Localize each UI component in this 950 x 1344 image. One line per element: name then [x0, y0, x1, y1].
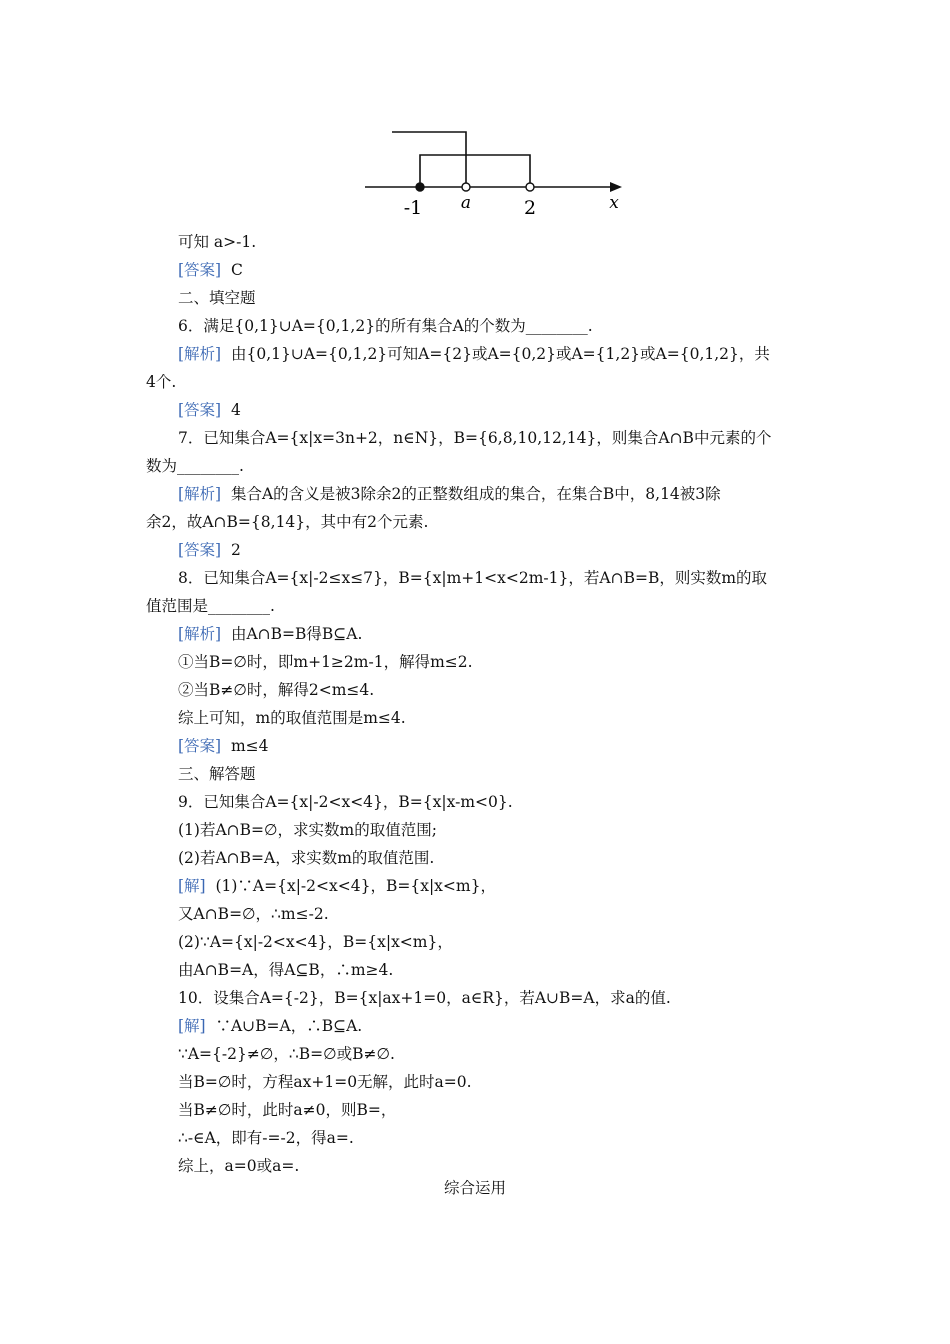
line-text: (2)∵A={x|-2<x<4}，B={x|x<m}， [178, 933, 453, 951]
line-text: 二、填空题 [178, 289, 256, 307]
line-text: 三、解答题 [178, 765, 256, 783]
text-line [178, 708, 406, 728]
line-text: 可知 a>-1. [178, 233, 257, 251]
line-text: ∴-∈A，即有-=-2，得a=. [178, 1129, 354, 1147]
answer-tag: [解析] [178, 625, 222, 643]
line-text: 2 [230, 541, 241, 559]
text-line [178, 232, 256, 252]
section-footer: 综合运用 [443, 1179, 506, 1197]
answer-tag: [解] [178, 1017, 206, 1035]
text-line [178, 960, 393, 980]
text-line [178, 316, 593, 336]
line-text: 4 [230, 401, 241, 419]
text-line [178, 428, 771, 448]
line-text: 值范围是________. [146, 597, 275, 615]
line-text: 由A∩B=A，得A⊆B，∴m≥4. [178, 961, 394, 979]
tick-label-two: 2 [523, 197, 537, 219]
line-text: C [230, 261, 243, 279]
text-line [178, 932, 453, 952]
line-text: 综上，a=0或a=. [178, 1157, 300, 1175]
line-text: 7．已知集合A={x|x=3n+2，n∈N}，B={6,8,10,12,14}，则集合A∩B中元素的个 [178, 429, 772, 447]
line-text: (1)若A∩B=∅，求实数m的取值范围; [178, 821, 437, 839]
line-text: 又A∩B=∅，∴m≤-2. [178, 905, 329, 923]
line-text: 4个. [146, 373, 177, 391]
line-text: (1)∵A={x|-2<x<4}，B={x|x<m}， [215, 877, 496, 895]
answer-tag: [解析] [178, 485, 222, 503]
text-line [178, 764, 256, 784]
text-line [178, 1128, 354, 1148]
text-line [178, 344, 770, 364]
axis-arrow [610, 182, 622, 192]
tick-label-a: a [460, 193, 472, 213]
text-line [146, 512, 428, 532]
line-text: (2)若A∩B=A，求实数m的取值范围. [178, 849, 435, 867]
line-text: ∵A∪B=A，∴B⊆A. [215, 1017, 363, 1035]
number-line-figure [360, 120, 630, 220]
set-b-bracket [420, 155, 530, 187]
line-text: 由A∩B=B得B⊆A. [230, 625, 363, 643]
text-line [178, 876, 496, 896]
axis-label-x: x [609, 193, 619, 213]
text-line [178, 820, 437, 840]
line-text: 当B≠∅时，此时a≠0，则B=， [178, 1101, 397, 1119]
line-text: ①当B=∅时，即m+1≥2m-1，解得m≤2. [178, 653, 473, 671]
answer-tag: [答案] [178, 737, 222, 755]
text-line [178, 680, 374, 700]
open-point-a [462, 183, 470, 191]
line-text: 6．满足{0,1}∪A={0,1,2}的所有集合A的个数为________. [178, 317, 593, 335]
text-line [178, 1072, 472, 1092]
text-line [146, 456, 244, 476]
set-a-bracket [392, 132, 466, 187]
answer-tag: [答案] [178, 261, 222, 279]
text-line [178, 1156, 299, 1176]
tick-label-minus-one: -1 [403, 197, 423, 219]
line-text: 当B=∅时，方程ax+1=0无解，此时a=0. [178, 1073, 472, 1091]
line-text: 集合A的含义是被3除余2的正整数组成的集合，在集合B中，8,14被3除 [230, 485, 721, 503]
text-line [178, 792, 513, 812]
text-line [178, 848, 434, 868]
text-line [178, 1044, 395, 1064]
answer-tag: [解析] [178, 345, 222, 363]
line-text: 10．设集合A={-2}，B={x|ax+1=0，a∈R}，若A∪B=A，求a的值. [178, 989, 671, 1007]
text-line [146, 596, 275, 616]
text-line [178, 288, 256, 308]
line-text: ∵A={-2}≠∅，∴B=∅或B≠∅. [178, 1045, 395, 1063]
text-line [178, 260, 243, 280]
text-line [178, 1100, 396, 1120]
text-line [178, 568, 767, 588]
line-text: ②当B≠∅时，解得2<m≤4. [178, 681, 375, 699]
text-line [178, 400, 241, 420]
line-text: 余2，故A∩B={8,14}，其中有2个元素. [146, 513, 429, 531]
text-line [178, 988, 671, 1008]
text-line [178, 652, 473, 672]
open-point-two [526, 183, 534, 191]
text-line [146, 372, 176, 392]
number-line-svg [360, 120, 630, 220]
text-line [178, 624, 362, 644]
text-line [178, 904, 329, 924]
closed-point-minus-one [416, 183, 424, 191]
answer-tag: [答案] [178, 541, 222, 559]
text-line [178, 484, 721, 504]
answer-tag: [解] [178, 877, 206, 895]
line-text: 9．已知集合A={x|-2<x<4}，B={x|x-m<0}. [178, 793, 513, 811]
answer-tag: [答案] [178, 401, 222, 419]
line-text: 由{0,1}∪A={0,1,2}可知A={2}或A={0,2}或A={1,2}或A={0,1,2}，共 [230, 345, 770, 363]
line-text: m≤4 [230, 737, 269, 755]
line-text: 数为________. [146, 457, 244, 475]
text-line [178, 540, 241, 560]
text-line [178, 736, 269, 756]
line-text: 综上可知，m的取值范围是m≤4. [178, 709, 406, 727]
line-text: 8．已知集合A={x|-2≤x≤7}，B={x|m+1<x<2m-1}，若A∩B=B，则实数m的取 [178, 569, 768, 587]
text-line [178, 1016, 362, 1036]
